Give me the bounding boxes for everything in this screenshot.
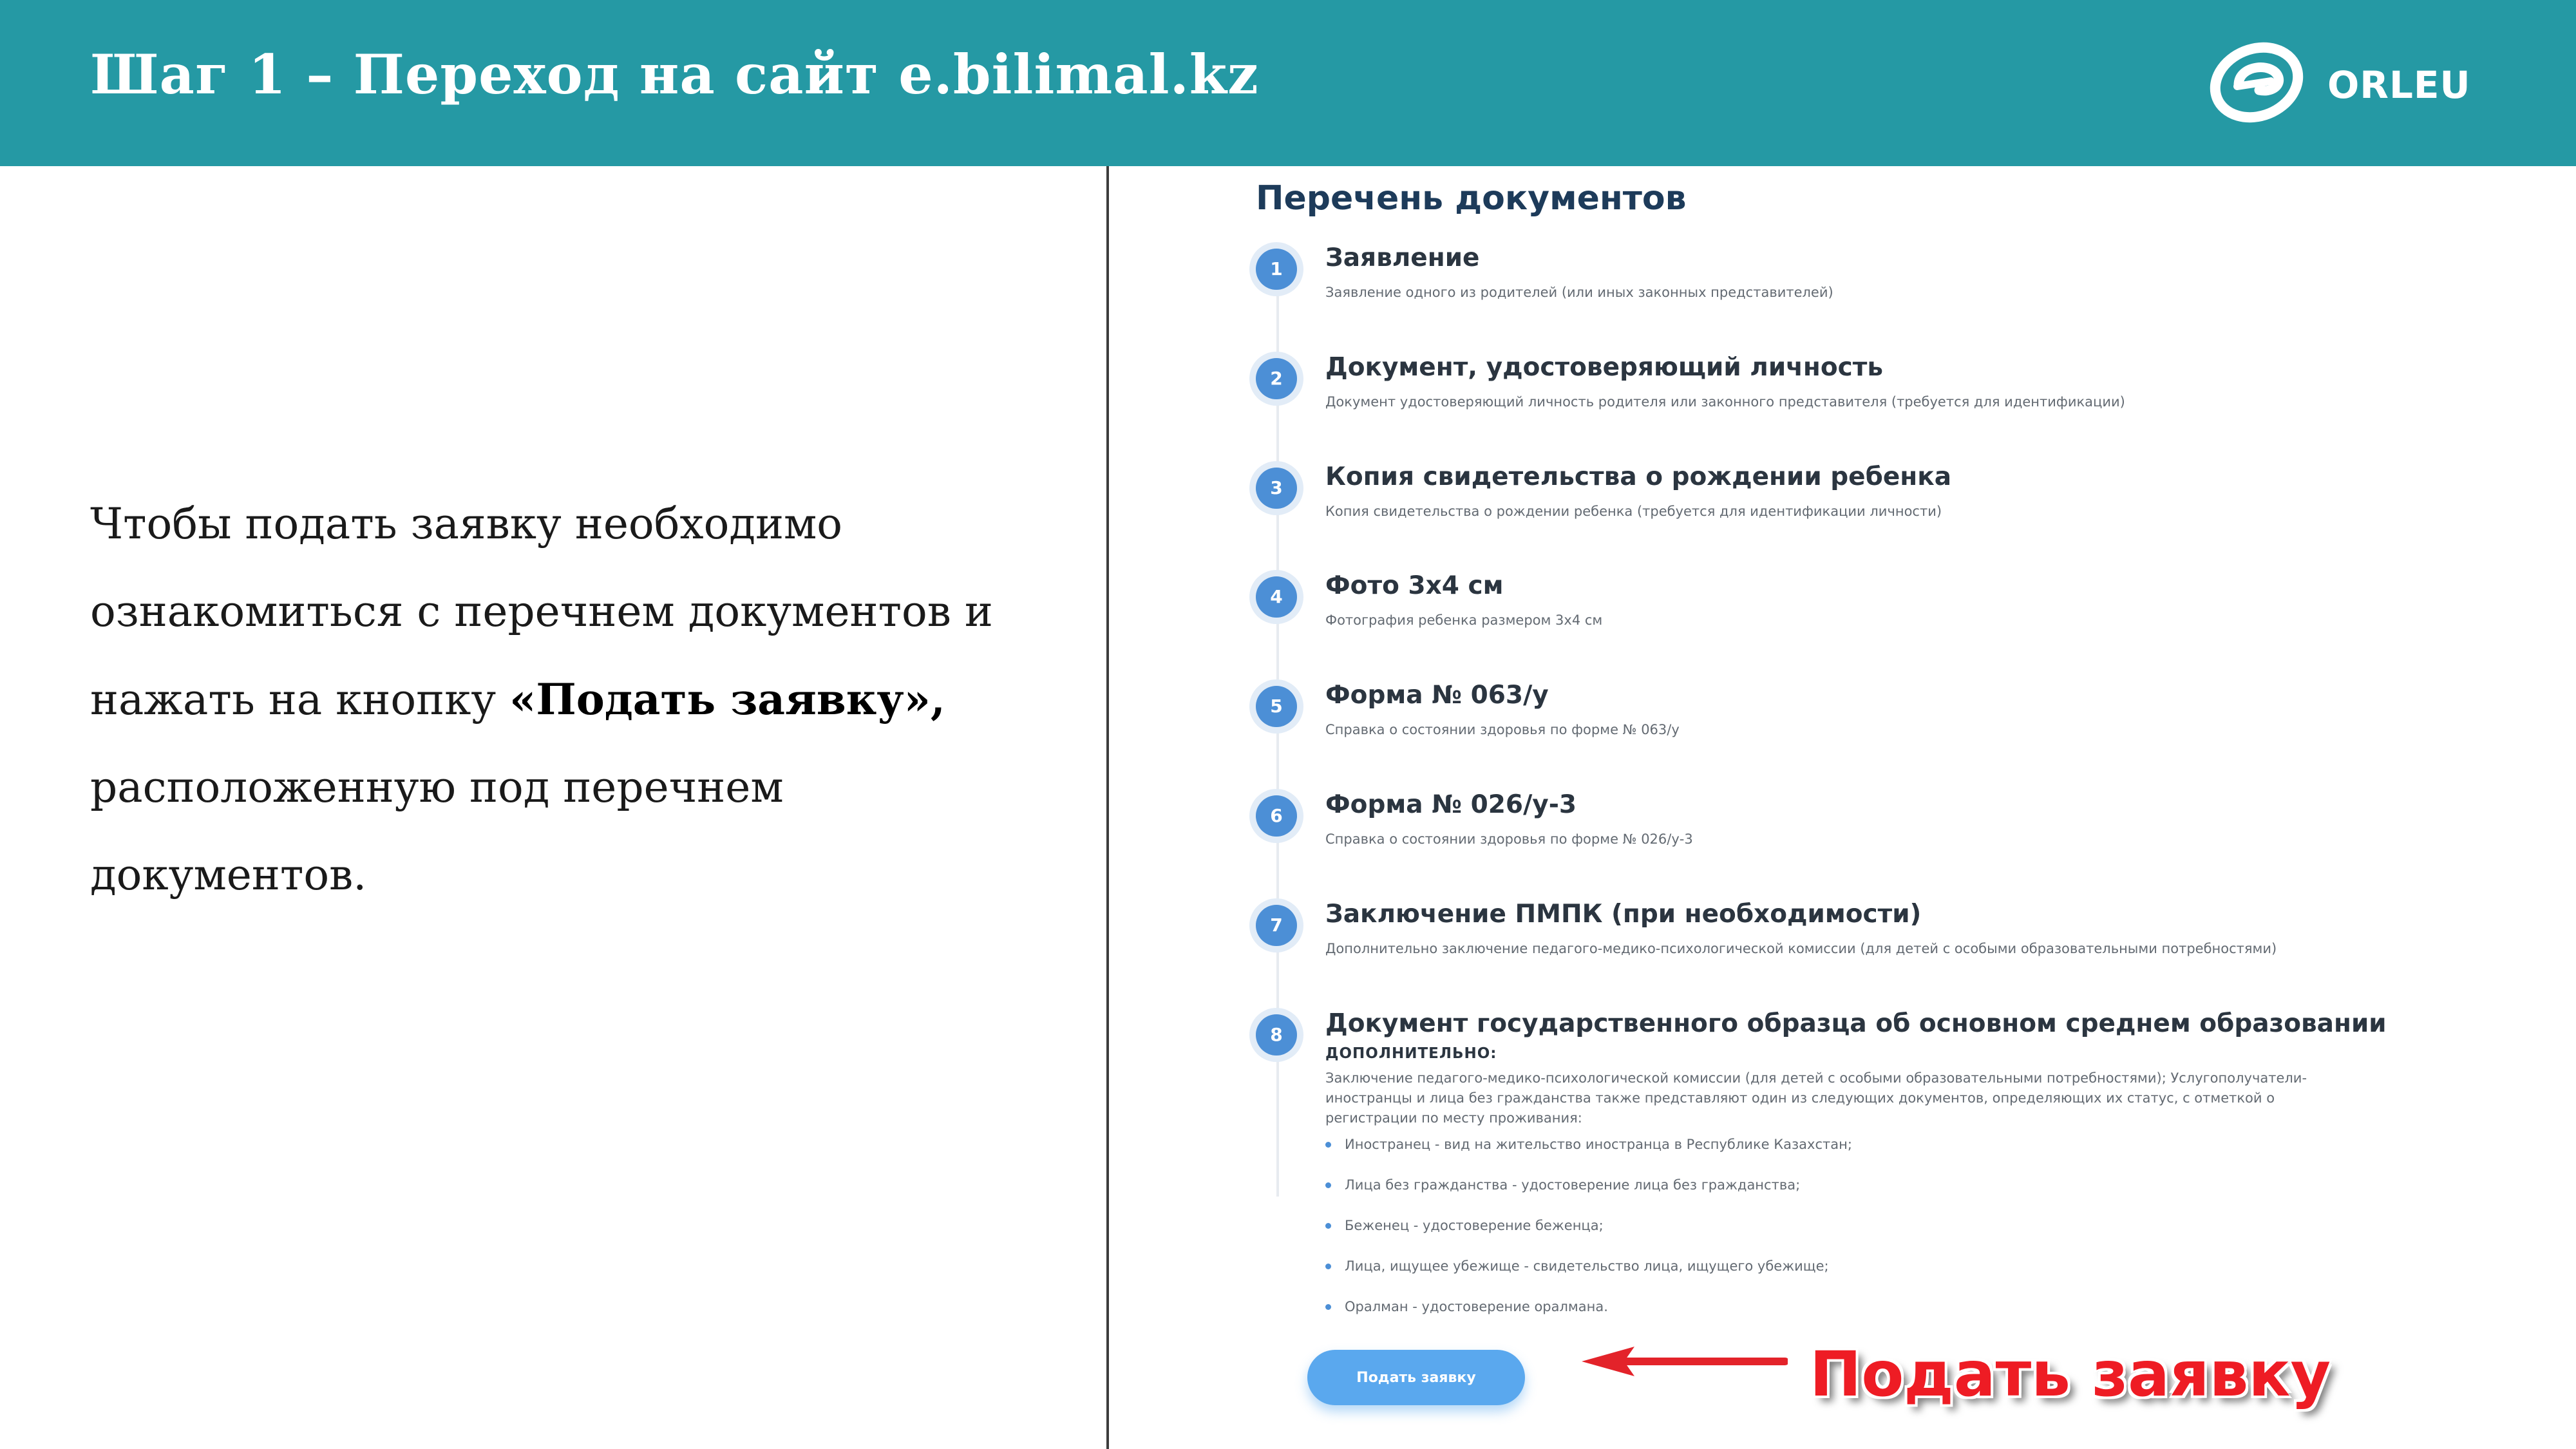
bullet-dot: [1325, 1182, 1331, 1188]
document-description: Копия свидетельства о рождении ребенка (требуется для идентификации личности): [1325, 504, 1942, 519]
document-description: Дополнительно заключение педагого-медико-психологической комиссии (для детей с особыми образовательными потребностями): [1325, 941, 2277, 956]
step-number-badge: 1: [1256, 249, 1297, 290]
step-number-badge: 4: [1256, 576, 1297, 618]
document-title: Копия свидетельства о рождении ребенка: [1325, 462, 1952, 491]
list-item-text: Оралман - удостоверение оралмана.: [1345, 1299, 1608, 1314]
intro-text: [90, 480, 1056, 919]
bullet-dot: [1325, 1142, 1331, 1148]
bullet-dot: [1325, 1264, 1331, 1269]
document-description: Справка о состоянии здоровья по форме № 026/у-3: [1325, 831, 1693, 847]
extra-label: ДОПОЛНИТЕЛЬНО:: [1325, 1045, 1497, 1062]
document-title: Документ, удостоверяющий личность: [1325, 353, 1884, 382]
list-item-text: Лица без гражданства - удостоверение лица без гражданства;: [1345, 1177, 1801, 1193]
submit-application-button[interactable]: Подать заявку: [1307, 1350, 1525, 1405]
document-title: Форма № 026/у-3: [1325, 790, 1577, 819]
status-document-list: [1325, 1137, 1852, 1340]
annotation-label: Подать заявку: [1810, 1338, 2331, 1410]
list-item-text: Лица, ищущее убежище - свидетельство лица, ищущего убежище;: [1345, 1258, 1829, 1274]
document-title: Заявление: [1325, 243, 1480, 272]
bullet-dot: [1325, 1223, 1331, 1229]
intro-text-after: расположенную под перечнем документов.: [90, 762, 784, 900]
document-title: Заключение ПМПК (при необходимости): [1325, 900, 1922, 929]
step-number-badge: 5: [1256, 686, 1297, 727]
bullet-dot: [1325, 1304, 1331, 1310]
step-number-badge: 3: [1256, 468, 1297, 509]
timeline-line: [1276, 269, 1279, 1197]
documents-screenshot: [1109, 166, 2576, 1449]
orleu-logo-icon: [2209, 40, 2312, 124]
list-item: [1325, 1258, 1852, 1299]
step-number-badge: 7: [1256, 905, 1297, 946]
logo-text: ORLEU: [2327, 63, 2471, 107]
documents-heading: Перечень документов: [1256, 179, 1687, 218]
step-number-badge: 2: [1256, 358, 1297, 399]
list-item-text: Беженец - удостоверение беженца;: [1345, 1218, 1604, 1233]
intro-text-before: Чтобы подать заявку необходимо ознакомиться с перечнем документов и нажать на кнопку: [90, 499, 993, 724]
red-arrow-icon: [1582, 1345, 1788, 1378]
intro-text-bold: «Подать заявку»,: [509, 674, 945, 724]
list-item: [1325, 1218, 1852, 1258]
extra-text: Заключение педагого-медико-психологической комиссии (для детей с особыми образовательными потребностями); Услугополучатели-иностранцы и лица без гражданства также представляют один из следующих документов, определяющих их статус, с отметкой о регистрации по месту проживания:: [1325, 1070, 2307, 1126]
list-item-text: Иностранец - вид на жительство иностранца в Республике Казахстан;: [1345, 1137, 1852, 1152]
step-number-badge: 8: [1256, 1014, 1297, 1056]
list-item: [1325, 1137, 1852, 1177]
list-item: [1325, 1299, 1852, 1340]
document-title: Документ государственного образца об основном среднем образовании: [1325, 1009, 2387, 1038]
document-description: Справка о состоянии здоровья по форме № 063/у: [1325, 722, 1680, 737]
document-title: Форма № 063/у: [1325, 681, 1549, 710]
document-title: Фото 3х4 см: [1325, 571, 1504, 600]
slide-header: [0, 0, 2576, 166]
document-description: Фотография ребенка размером 3х4 см: [1325, 612, 1603, 628]
slide-title: Шаг 1 – Переход на сайт e.bilimal.kz: [90, 43, 1259, 106]
step-number-badge: 6: [1256, 795, 1297, 837]
document-description: Заявление одного из родителей (или иных законных представителей): [1325, 285, 1833, 300]
document-description: Документ удостоверяющий личность родителя или законного представителя (требуется для идентификации): [1325, 394, 2125, 410]
list-item: [1325, 1177, 1852, 1218]
